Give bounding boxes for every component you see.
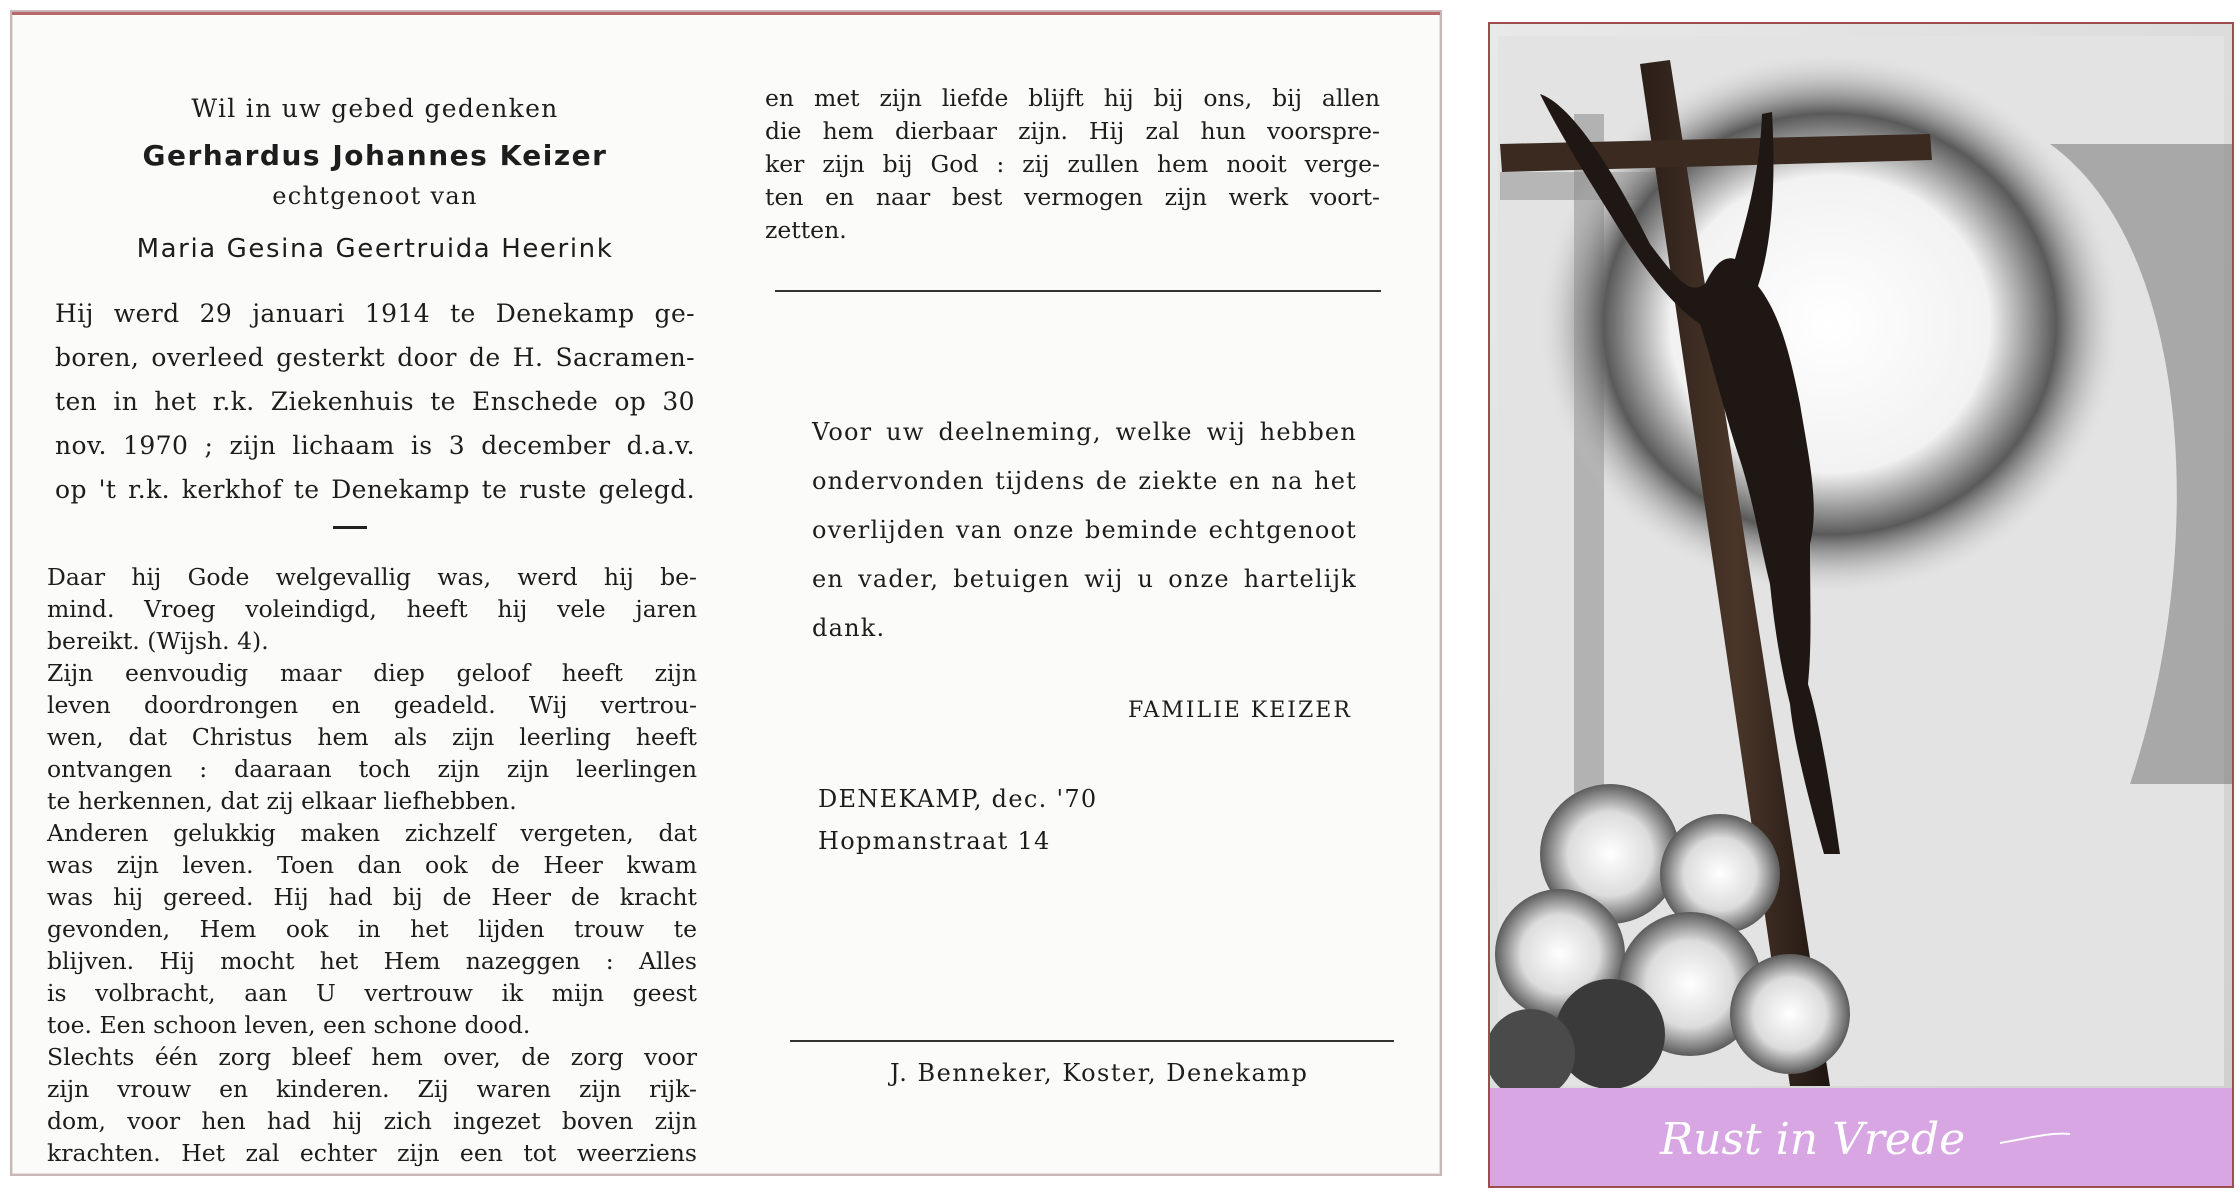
reflection-line: mind. Vroeg voleindigd, heeft hij vele jaren [47, 595, 697, 623]
thanks-line: overlijden van onze beminde echtgenoot [812, 516, 1357, 544]
rust-in-vrede-caption: Rust in Vrede [1660, 1114, 1966, 1165]
continuation-line: ker zijn bij God : zij zullen hem nooit verge- [765, 150, 1380, 178]
reflection-line: leven doordrongen en geadeld. Wij vertrou- [47, 691, 697, 719]
reflection-line: was zijn leven. Toen dan ook de Heer kwam [47, 851, 697, 879]
reflection-line: was hij gereed. Hij had bij de Heer de kracht [47, 883, 697, 911]
reflection-line: toe. Een schoon leven, een schone dood. [47, 1011, 531, 1039]
deceased-name: Gerhardus Johannes Keizer [142, 139, 608, 172]
reflection-line: Slechts één zorg bleef hem over, de zorg voor [47, 1043, 697, 1071]
picture-card [1488, 22, 2234, 1188]
reflection-line: krachten. Het zal echter zijn een tot weerziens [47, 1139, 697, 1167]
reflection-line: gevonden, Hem ook in het lijden trouw te [47, 915, 697, 943]
thanks-line: Voor uw deelneming, welke wij hebben [812, 418, 1357, 446]
reflection-line: Daar hij Gode welgevallig was, werd hij be- [47, 563, 697, 591]
reflection-line: bereikt. (Wijsh. 4). [47, 627, 269, 655]
reflection-line: te herkennen, dat zij elkaar liefhebben. [47, 787, 517, 815]
page-right-continuation [765, 82, 1380, 247]
printer-credit: J. Benneker, Koster, Denekamp [890, 1059, 1309, 1087]
page-left [47, 84, 697, 1169]
address-block [818, 778, 1098, 862]
place-date: DENEKAMP, dec. '70 [818, 785, 1098, 813]
reflection-line: zijn vrouw en kinderen. Zij waren zijn rijk- [47, 1075, 697, 1103]
divider-line [790, 1040, 1394, 1042]
reflection-line: Anderen gelukkig maken zichzelf vergeten, dat [47, 819, 697, 847]
reflection-line: Zijn eenvoudig maar diep geloof heeft zijn [47, 659, 697, 687]
bio-line: Hij werd 29 januari 1914 te Denekamp ge- [55, 299, 695, 328]
divider-line [775, 290, 1381, 292]
thanks-line: dank. [812, 614, 886, 642]
continuation-line: die hem dierbaar zijn. Hij zal hun voorspre- [765, 117, 1380, 145]
crucifix-photo [1490, 24, 2232, 1186]
card-top-edge [12, 12, 1440, 15]
thanks-message [812, 408, 1357, 653]
street-address: Hopmanstraat 14 [818, 827, 1051, 855]
short-divider [333, 526, 367, 529]
reflection-line: ontvangen : daaraan toch zijn zijn leerlingen [47, 755, 697, 783]
continuation-line: ten en naar best vermogen zijn werk voort- [765, 183, 1380, 211]
relation-text: echtgenoot van [272, 182, 478, 210]
thanks-line: en vader, betuigen wij u onze hartelijk [812, 565, 1357, 593]
continuation-line: en met zijn liefde blijft hij bij ons, bij allen [765, 84, 1380, 112]
reflection-line: dom, voor hen had hij zich ingezet boven zijn [47, 1107, 697, 1135]
reflection-line: is volbracht, aan U vertrouw ik mijn geest [47, 979, 697, 1007]
continuation-line: zetten. [765, 216, 847, 244]
bio-line: ten in het r.k. Ziekenhuis te Enschede op 30 [55, 387, 695, 416]
bio-line: nov. 1970 ; zijn lichaam is 3 december d.a.v. [55, 431, 695, 460]
caption-band [1490, 1088, 2232, 1186]
reflection-line: wen, dat Christus hem als zijn leerling heeft [47, 723, 697, 751]
thanks-line: ondervonden tijdens de ziekte en na het [812, 467, 1357, 495]
intro-text: Wil in uw gebed gedenken [191, 94, 559, 123]
biography [55, 292, 695, 512]
family-signature: FAMILIE KEIZER [1128, 698, 1352, 723]
spouse-name: Maria Gesina Geertruida Heerink [136, 234, 614, 264]
bio-line: op 't r.k. kerkhof te Denekamp te ruste gelegd. [55, 475, 695, 504]
reflection-line: blijven. Hij mocht het Hem nazeggen : Alles [47, 947, 697, 975]
reflection-text [47, 561, 697, 1169]
bio-line: boren, overleed gesterkt door de H. Sacramen- [55, 343, 695, 372]
